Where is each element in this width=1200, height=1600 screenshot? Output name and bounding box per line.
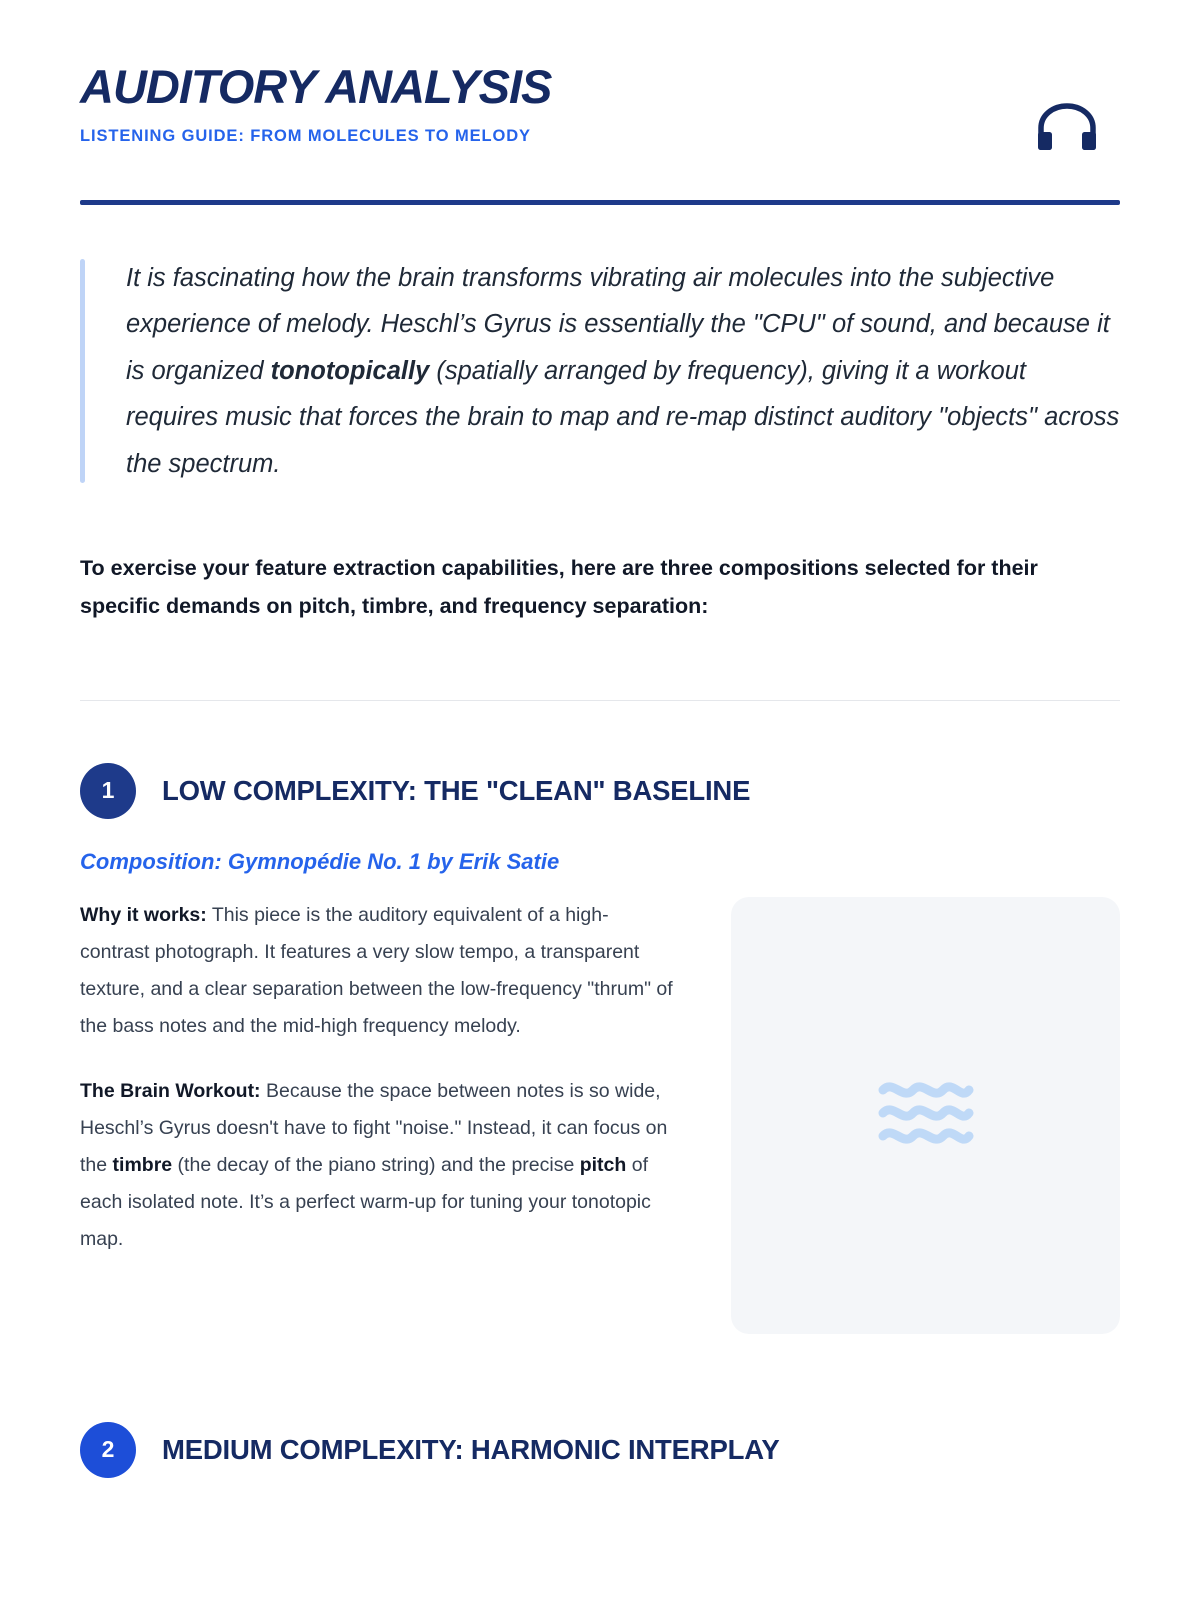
document-header — [80, 0, 1120, 159]
quote-emphasis: tonotopically — [270, 356, 430, 385]
composition-label: Composition: Gymnopédie No. 1 by Erik Satie — [80, 848, 560, 874]
sound-waves-icon — [877, 1074, 975, 1157]
section-header — [80, 763, 1120, 819]
workout-strong-timbre: timbre — [112, 1153, 173, 1176]
section-text-column — [80, 897, 675, 1258]
pull-quote — [80, 255, 1120, 487]
page-subtitle: LISTENING GUIDE: FROM MOLECULES TO MELODY — [80, 127, 531, 146]
section-divider — [80, 700, 1120, 701]
section-low-complexity — [80, 763, 1120, 1334]
workout-strong-pitch: pitch — [579, 1153, 627, 1176]
pull-quote-text — [126, 255, 1120, 487]
page-title: AUDITORY ANALYSIS — [80, 60, 552, 113]
workout-text-c: of each isolated note. It’s a perfect warm-up for tuning your tonotopic map. — [80, 1153, 651, 1250]
headphones-icon — [1036, 102, 1102, 159]
paragraph-brain-workout — [80, 1073, 675, 1258]
header-text-block — [80, 62, 551, 147]
section-number-badge-2: 2 — [80, 1422, 136, 1478]
header-rule — [80, 200, 1120, 205]
section-number-badge: 1 — [80, 763, 136, 819]
section-body — [80, 897, 1120, 1334]
section-medium-complexity — [80, 1422, 1120, 1478]
quote-part-1: It is fascinating how the brain transforms vibrating air molecules into the subjective experience of melody. Heschl’s Gyrus is essentially the "CPU" of sound, and because it is organized — [126, 264, 1110, 385]
paragraph-label-workout: The Brain Workout: — [80, 1079, 261, 1102]
workout-text-a: Because the space between notes is so wide, Heschl’s Gyrus doesn't have to fight "noise." Instead, it can focus on the — [80, 1079, 668, 1176]
quote-part-2: (spatially arranged by frequency), giving it a workout requires music that forces the brain to map and re-map distinct auditory "objects" across the spectrum. — [126, 356, 1120, 478]
section-title: LOW COMPLEXITY: THE "CLEAN" BASELINE — [162, 774, 751, 806]
paragraph-why-text: This piece is the auditory equivalent of a high-contrast photograph. It features a very slow tempo, a transparent texture, and a clear separation between the low-frequency "thrum" of the bass notes and the mid-high frequency melody. — [80, 903, 673, 1037]
paragraph-why-it-works — [80, 897, 675, 1045]
media-placeholder-card — [731, 897, 1120, 1334]
lead-paragraph: To exercise your feature extraction capabilities, here are three compositions selected for their specific demands on pitch, timbre, and frequency separation: — [80, 556, 1038, 619]
paragraph-label-why: Why it works: — [80, 903, 207, 926]
section-header-2 — [80, 1422, 1120, 1478]
section-title-2: MEDIUM COMPLEXITY: HARMONIC INTERPLAY — [162, 1433, 780, 1465]
workout-text-b: (the decay of the piano string) and the precise — [172, 1153, 580, 1176]
